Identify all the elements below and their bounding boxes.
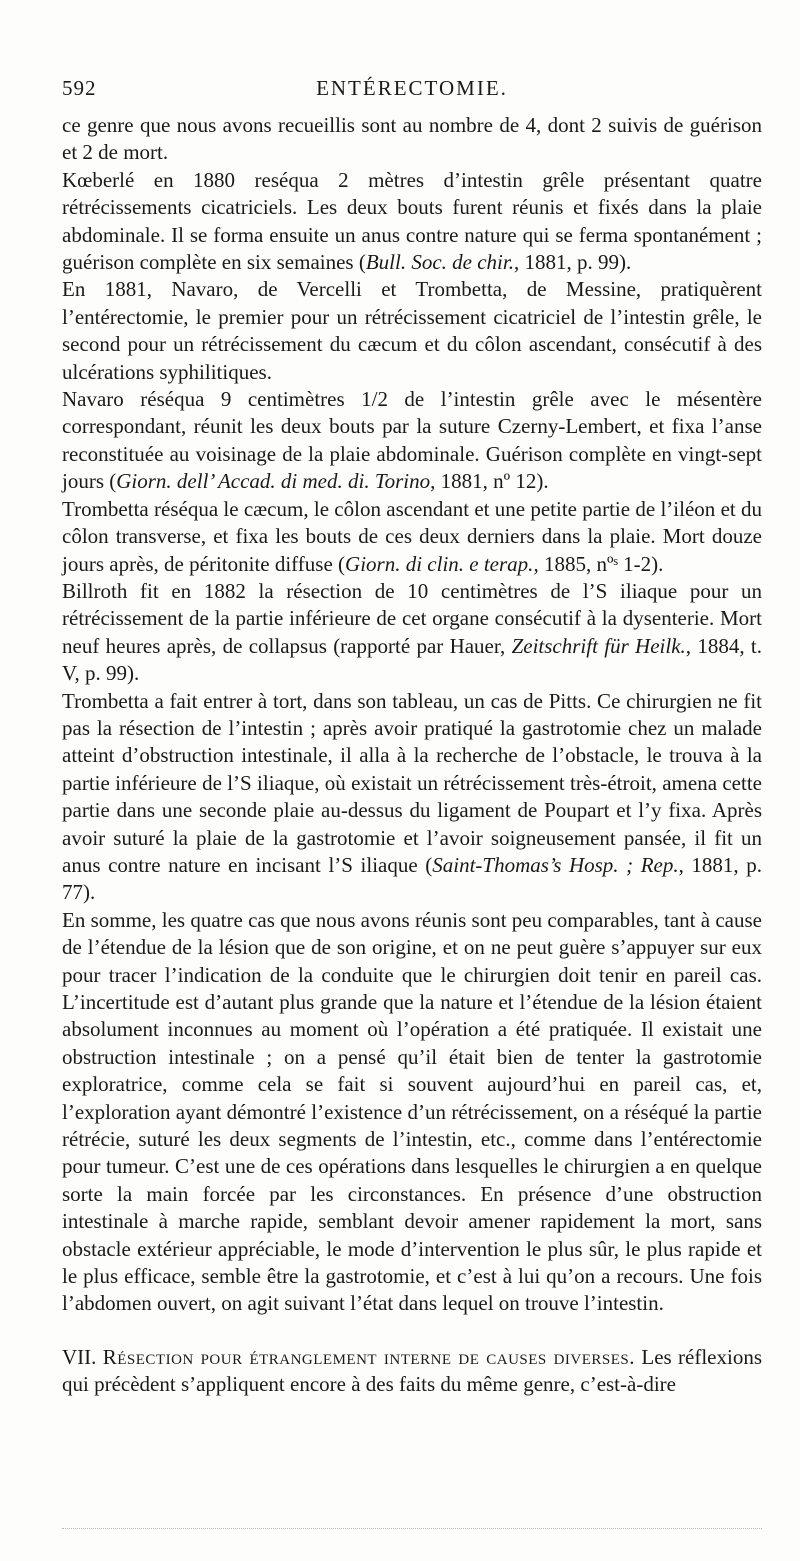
citation: Giorn. dell’ Accad. di med. di. Torino bbox=[116, 469, 431, 494]
text-run: En 1881, Navaro, de Vercelli et Trombetta, de Messine, pratiquèrent l’entérectomie, le premier pour un rétrécissement cicatriciel de l’intestin grêle, le second pour un rétrécissement du cæcum et du côlon ascendant, consécutif à des ulcérations syphilitiques. bbox=[62, 277, 762, 384]
citation: Giorn. di clin. e terap. bbox=[345, 551, 534, 576]
body-text bbox=[62, 112, 762, 1399]
paragraph bbox=[62, 276, 762, 386]
text-run: Billroth fit en 1882 la résection de 10 centimètres de l’S iliaque pour un rétrécissement de la partie inférieure de cet organe consécutif à la dysenterie. Mort neuf heures après, de collapsus (rapporté par Hauer, bbox=[62, 578, 762, 658]
running-title: ENTÉRECTOMIE. bbox=[316, 76, 508, 100]
text-run: , 1881, p. 77). bbox=[62, 852, 762, 905]
page-number: 592 bbox=[62, 76, 97, 100]
paragraph bbox=[62, 578, 762, 688]
paragraph bbox=[62, 112, 762, 167]
text-run: Navaro réséqua 9 centimètres 1/2 de l’intestin grêle avec le mésentère correspondant, réunit les deux bouts par la suture Czerny-Lembert, et fixa l’anse reconstituée au voisinage de la plaie abdominale. Guérison complète en vingt-sept jours ( bbox=[62, 387, 762, 494]
paragraph bbox=[62, 907, 762, 1318]
footer-divider bbox=[62, 1528, 762, 1529]
paragraph bbox=[62, 688, 762, 907]
text-run: , 1881, nº 12). bbox=[430, 469, 549, 494]
text-run: Trombetta a fait entrer à tort, dans son tableau, un cas de Pitts. Ce chirurgien ne fit pas la résection de l’intestin ; après avoir pratiqué la gastrotomie chez un malade atteint d’obstruction intestinale, il alla à la recherche de l’obstacle, le trouva à la partie inférieure de l’S iliaque, où existait un rétrécissement très-étroit, amena cette partie dans une seconde plaie au-dessus du ligament de Poupart et l’y fixa. Après avoir suturé la plaie de la gastrotomie et l’avoir soigneusement pansée, il fit un anus contre nature en incisant l’S iliaque ( bbox=[62, 688, 762, 877]
citation: Saint-Thomas’s Hosp. ; Rep. bbox=[432, 852, 679, 877]
section-heading: Résection pour étranglement interne de causes diverses. bbox=[102, 1344, 636, 1369]
text-run: , 1885, nºˢ 1-2). bbox=[533, 551, 664, 576]
citation: Bull. Soc. de chir. bbox=[365, 250, 514, 275]
text-run: Kœberlé en 1880 reséqua 2 mètres d’intestin grêle présentant quatre rétrécissements cicatriciels. Les deux bouts furent réunis et fixés dans la plaie abdominale. Il se forma ensuite un anus contre nature qui se ferma spontanément ; guérison complète en six semaines ( bbox=[62, 167, 762, 275]
paragraph bbox=[62, 386, 762, 496]
section-number: VII. bbox=[62, 1344, 103, 1369]
text-run: , 1881, p. 99). bbox=[513, 250, 632, 275]
text-run: En somme, les quatre cas que nous avons réunis sont peu comparables, tant à cause de l’étendue de la lésion que de son origine, et on ne peut guère s’appuyer sur eux pour tracer l’indication de la conduite que le chirurgien doit tenir en pareil cas. L’incertitude est d’autant plus grande que la nature et l’étendue de la lésion étaient absolument inconnues au moment où l’opération a été pratiquée. Il existait une obstruction intestinale ; on a pensé qu’il était bien de tenter la gastrotomie exploratrice, comme cela se fait si souvent aujourd’hui en pareil cas, et, l’exploration ayant démontré l’existence d’un rétrécissement, on a réséqué la partie rétrécie, suturé les deux segments de l’intestin, etc., comme dans l’entérectomie pour tumeur. C’est une de ces opérations dans lesquelles le chirurgien a en quelque sorte la main forcée par les circonstances. En présence d’une obstruction intestinale à marche rapide, semblant devoir amener rapidement la mort, sans obstacle extérieur appréciable, le mode d’intervention le plus sûr, le plus rapide et le plus efficace, semble être la gastrotomie, et c’est à lui qu’on a recours. Une fois l’abdomen ouvert, on agit suivant l’état dans lequel on trouve l’intestin. bbox=[62, 907, 762, 1316]
text-run: Trombetta réséqua le cæcum, le côlon ascendant et une petite partie de l’iléon et du côlon transverse, et fixa les bouts de ces deux derniers dans la plaie. Mort douze jours après, de péritonite diffuse ( bbox=[62, 496, 762, 576]
citation: Zeitschrift für Heilk. bbox=[511, 633, 686, 658]
paragraph bbox=[62, 496, 762, 578]
page-header bbox=[62, 76, 762, 108]
section-paragraph bbox=[62, 1344, 762, 1399]
text-run: ce genre que nous avons recueillis sont au nombre de 4, dont 2 suivis de guérison et 2 de mort. bbox=[62, 113, 762, 165]
text-run: , 1884, t. V, p. 99). bbox=[62, 633, 762, 686]
text-run: Les réflexions qui précèdent s’appliquent encore à des faits du même genre, c’est-à-dire bbox=[62, 1344, 762, 1397]
paragraph bbox=[62, 167, 762, 277]
